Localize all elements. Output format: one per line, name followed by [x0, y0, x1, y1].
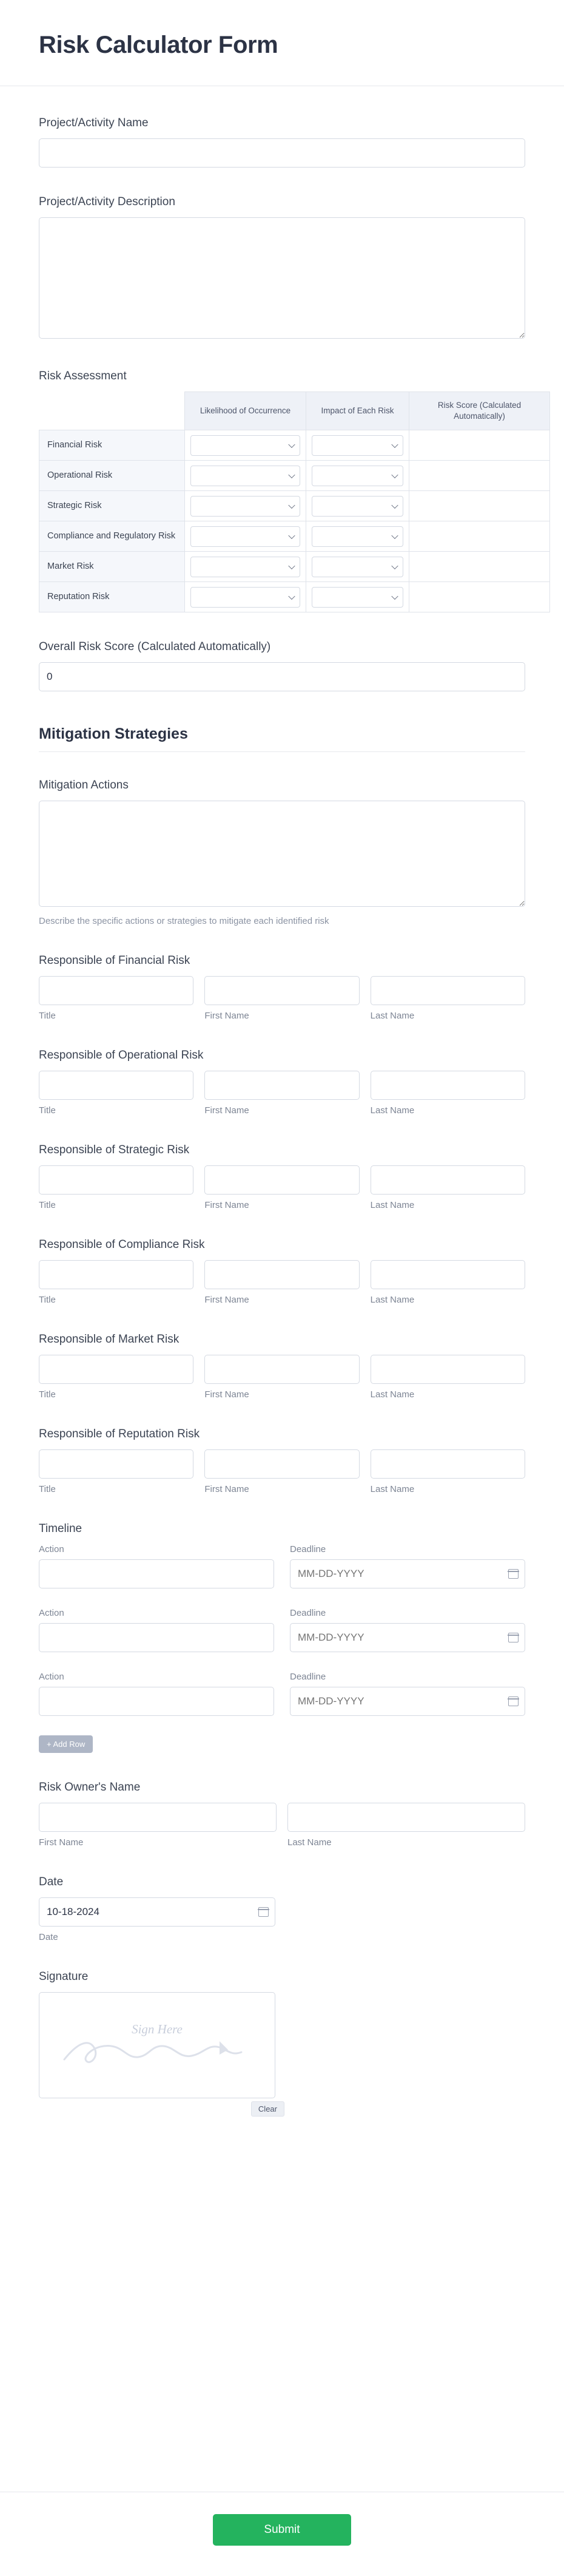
cell-impact-operational[interactable]	[306, 461, 409, 491]
responsible-operational-first-input[interactable]	[204, 1071, 359, 1100]
calendar-icon[interactable]	[508, 1633, 519, 1642]
likelihood-select-strategic[interactable]	[190, 496, 300, 517]
chevron-down-icon	[288, 593, 295, 600]
row-label-compliance-risk: Compliance and Regulatory Risk	[39, 521, 185, 552]
field-overall-risk-score	[39, 640, 525, 691]
chevron-down-icon	[288, 563, 295, 569]
sub-label-title: Title	[39, 1011, 56, 1022]
responsible-financial-title-input[interactable]	[39, 976, 193, 1005]
add-row-button[interactable]: + Add Row	[39, 1735, 93, 1753]
timeline-deadline-wrap-3	[290, 1687, 525, 1716]
responsible-reputation-last-col	[371, 1449, 525, 1494]
cell-impact-reputation[interactable]	[306, 582, 409, 612]
responsible-operational-row	[39, 1071, 525, 1116]
responsible-operational-title-input[interactable]	[39, 1071, 193, 1100]
section-mitigation-strategies	[39, 725, 525, 752]
cell-impact-financial[interactable]	[306, 430, 409, 461]
responsible-reputation-last-input[interactable]	[371, 1449, 525, 1479]
row-label-strategic-risk: Strategic Risk	[39, 491, 185, 521]
field-risk-owner-name	[39, 1781, 525, 1848]
field-responsible-operational	[39, 1049, 525, 1116]
timeline-row-1	[39, 1544, 525, 1588]
sub-label-title: Title	[39, 1200, 56, 1211]
responsible-compliance-last-col	[371, 1260, 525, 1305]
cell-score-market	[409, 552, 550, 582]
impact-select-reputation[interactable]	[312, 587, 403, 608]
risk-owner-last-input[interactable]	[287, 1803, 525, 1832]
timeline-deadline-input-1[interactable]	[290, 1559, 525, 1588]
sub-label-last-name: Last Name	[370, 1011, 415, 1022]
sub-label-first-name: First Name	[39, 1837, 84, 1848]
responsible-financial-title-col	[39, 976, 193, 1021]
responsible-operational-label: Responsible of Operational Risk	[39, 1049, 204, 1062]
timeline-row-3	[39, 1672, 525, 1716]
project-description-textarea[interactable]	[39, 217, 525, 339]
timeline-deadline-col-2	[290, 1608, 525, 1652]
impact-select-operational[interactable]	[312, 466, 403, 486]
signature-squiggle-icon	[61, 2030, 255, 2073]
cell-likelihood-financial[interactable]	[185, 430, 306, 461]
column-header-impact: Impact of Each Risk	[306, 392, 409, 430]
timeline-action-input-1[interactable]	[39, 1559, 274, 1588]
mitigation-actions-label: Mitigation Actions	[39, 779, 129, 792]
field-responsible-compliance	[39, 1238, 525, 1305]
sub-label-last-name: Last Name	[287, 1837, 332, 1848]
signature-pad[interactable]	[39, 1992, 275, 2098]
chevron-down-icon	[391, 563, 398, 569]
form-header	[0, 0, 564, 86]
date-input-wrap	[39, 1897, 275, 1927]
sub-label-date: Date	[39, 1932, 58, 1943]
responsible-strategic-title-col	[39, 1165, 193, 1210]
chevron-down-icon	[288, 532, 295, 539]
impact-select-financial[interactable]	[312, 435, 403, 456]
responsible-compliance-first-col	[204, 1260, 359, 1305]
sub-label-first-name: First Name	[204, 1105, 249, 1116]
table-row	[39, 521, 550, 552]
responsible-financial-last-input[interactable]	[371, 976, 525, 1005]
timeline-deadline-input-3[interactable]	[290, 1687, 525, 1716]
responsible-reputation-title-input[interactable]	[39, 1449, 193, 1479]
sub-label-last-name: Last Name	[370, 1389, 415, 1400]
project-name-label: Project/Activity Name	[39, 117, 149, 129]
risk-owner-last-col	[287, 1803, 525, 1848]
cell-likelihood-operational[interactable]	[185, 461, 306, 491]
risk-assessment-table	[39, 391, 550, 612]
likelihood-select-reputation[interactable]	[190, 587, 300, 608]
sub-label-title: Title	[39, 1105, 56, 1116]
responsible-financial-row	[39, 976, 525, 1021]
cell-impact-compliance[interactable]	[306, 521, 409, 552]
mitigation-actions-hint: Describe the specific actions or strategies to mitigate each identified risk	[39, 916, 329, 927]
chevron-down-icon	[391, 502, 398, 509]
chevron-down-icon	[391, 441, 398, 448]
calendar-icon[interactable]	[258, 1907, 269, 1917]
responsible-compliance-first-input[interactable]	[204, 1260, 359, 1289]
risk-owner-first-input[interactable]	[39, 1803, 277, 1832]
table-row	[39, 491, 550, 521]
table-row	[39, 552, 550, 582]
responsible-reputation-title-col	[39, 1449, 193, 1494]
field-signature	[39, 1970, 525, 2114]
cell-impact-market[interactable]	[306, 552, 409, 582]
chevron-down-icon	[288, 502, 295, 509]
chevron-down-icon	[288, 441, 295, 448]
row-label-operational-risk: Operational Risk	[39, 461, 185, 491]
responsible-operational-first-col	[204, 1071, 359, 1116]
responsible-financial-last-col	[371, 976, 525, 1021]
sub-label-title: Title	[39, 1295, 56, 1306]
responsible-compliance-title-col	[39, 1260, 193, 1305]
timeline-action-label-2: Action	[39, 1608, 64, 1619]
timeline-deadline-input-2[interactable]	[290, 1623, 525, 1652]
signature-placeholder: Sign Here	[132, 2022, 183, 2037]
timeline-action-label-3: Action	[39, 1672, 64, 1683]
table-row	[39, 582, 550, 612]
responsible-compliance-title-input[interactable]	[39, 1260, 193, 1289]
responsible-financial-first-input[interactable]	[204, 976, 359, 1005]
timeline-deadline-label-1: Deadline	[290, 1544, 326, 1555]
responsible-market-last-input[interactable]	[371, 1355, 525, 1384]
date-input[interactable]	[39, 1897, 275, 1927]
overall-risk-score-label: Overall Risk Score (Calculated Automatically)	[39, 640, 271, 654]
mitigation-actions-textarea[interactable]	[39, 801, 525, 907]
sub-label-first-name: First Name	[204, 1011, 249, 1022]
timeline-action-col-1	[39, 1544, 274, 1588]
column-header-likelihood: Likelihood of Occurrence	[185, 392, 306, 430]
responsible-strategic-row	[39, 1165, 525, 1210]
signature-wrap	[39, 1992, 277, 2114]
likelihood-select-market[interactable]	[190, 557, 300, 577]
responsible-market-title-col	[39, 1355, 193, 1400]
column-header-risk-score: Risk Score (Calculated Automatically)	[409, 392, 550, 430]
field-risk-assessment	[39, 370, 525, 612]
clear-signature-button[interactable]: Clear	[251, 2101, 284, 2117]
responsible-strategic-last-input[interactable]	[371, 1165, 525, 1195]
responsible-market-last-col	[371, 1355, 525, 1400]
chevron-down-icon	[391, 593, 398, 600]
impact-select-strategic[interactable]	[312, 496, 403, 517]
timeline-action-label-1: Action	[39, 1544, 64, 1555]
responsible-reputation-label: Responsible of Reputation Risk	[39, 1428, 200, 1441]
cell-impact-strategic[interactable]	[306, 491, 409, 521]
responsible-reputation-first-col	[204, 1449, 359, 1494]
page-title: Risk Calculator Form	[39, 32, 278, 58]
field-timeline	[39, 1522, 525, 1753]
field-responsible-financial	[39, 954, 525, 1021]
impact-select-market[interactable]	[312, 557, 403, 577]
project-name-input[interactable]	[39, 138, 525, 168]
sub-label-last-name: Last Name	[370, 1105, 415, 1116]
likelihood-select-operational[interactable]	[190, 466, 300, 486]
cell-likelihood-market[interactable]	[185, 552, 306, 582]
submit-button[interactable]: Submit	[213, 2514, 351, 2546]
sub-label-title: Title	[39, 1484, 56, 1495]
row-label-financial-risk: Financial Risk	[39, 430, 185, 461]
timeline-label: Timeline	[39, 1522, 82, 1536]
field-responsible-market	[39, 1333, 525, 1400]
risk-owner-label: Risk Owner's Name	[39, 1781, 141, 1794]
responsible-strategic-first-col	[204, 1165, 359, 1210]
sub-label-last-name: Last Name	[370, 1200, 415, 1211]
sub-label-first-name: First Name	[204, 1200, 249, 1211]
timeline-deadline-label-2: Deadline	[290, 1608, 326, 1619]
table-row	[39, 430, 550, 461]
overall-risk-score-input[interactable]	[39, 662, 525, 691]
timeline-deadline-wrap-1	[290, 1559, 525, 1588]
responsible-market-label: Responsible of Market Risk	[39, 1333, 180, 1346]
cell-score-operational	[409, 461, 550, 491]
responsible-strategic-title-input[interactable]	[39, 1165, 193, 1195]
sub-label-first-name: First Name	[204, 1295, 249, 1306]
sub-label-first-name: First Name	[204, 1389, 249, 1400]
cell-score-reputation	[409, 582, 550, 612]
timeline-action-input-3[interactable]	[39, 1687, 274, 1716]
responsible-market-title-input[interactable]	[39, 1355, 193, 1384]
responsible-operational-last-input[interactable]	[371, 1071, 525, 1100]
risk-assessment-label: Risk Assessment	[39, 370, 127, 382]
chevron-down-icon	[288, 472, 295, 478]
cell-score-financial	[409, 430, 550, 461]
form-body	[0, 86, 564, 2471]
cell-likelihood-strategic[interactable]	[185, 491, 306, 521]
field-responsible-reputation	[39, 1428, 525, 1494]
sub-label-first-name: First Name	[204, 1484, 249, 1495]
responsible-reputation-first-input[interactable]	[204, 1449, 359, 1479]
likelihood-select-financial[interactable]	[190, 435, 300, 456]
responsible-strategic-label: Responsible of Strategic Risk	[39, 1144, 190, 1157]
responsible-compliance-label: Responsible of Compliance Risk	[39, 1238, 205, 1252]
field-project-description	[39, 195, 525, 342]
responsible-strategic-last-col	[371, 1165, 525, 1210]
section-heading-mitigation: Mitigation Strategies	[39, 725, 525, 752]
table-header-row	[39, 392, 550, 430]
sub-label-last-name: Last Name	[370, 1295, 415, 1306]
calendar-icon[interactable]	[508, 1696, 519, 1706]
responsible-market-row	[39, 1355, 525, 1400]
impact-select-compliance[interactable]	[312, 526, 403, 547]
field-date	[39, 1876, 525, 1942]
chevron-down-icon	[391, 472, 398, 478]
form-footer	[0, 2492, 564, 2576]
timeline-deadline-label-3: Deadline	[290, 1672, 326, 1683]
cell-likelihood-compliance[interactable]	[185, 521, 306, 552]
table-row	[39, 461, 550, 491]
timeline-action-col-2	[39, 1608, 274, 1652]
responsible-financial-first-col	[204, 976, 359, 1021]
responsible-compliance-row	[39, 1260, 525, 1305]
timeline-row-2	[39, 1608, 525, 1652]
responsible-operational-title-col	[39, 1071, 193, 1116]
cell-score-strategic	[409, 491, 550, 521]
cell-score-compliance	[409, 521, 550, 552]
chevron-down-icon	[391, 532, 398, 539]
timeline-deadline-wrap-2	[290, 1623, 525, 1652]
sub-label-title: Title	[39, 1389, 56, 1400]
column-header-blank	[39, 392, 185, 430]
field-mitigation-actions	[39, 779, 525, 926]
responsible-compliance-last-input[interactable]	[371, 1260, 525, 1289]
signature-label: Signature	[39, 1970, 89, 1984]
row-label-reputation-risk: Reputation Risk	[39, 582, 185, 612]
timeline-deadline-col-1	[290, 1544, 525, 1588]
sub-label-last-name: Last Name	[370, 1484, 415, 1495]
timeline-action-input-2[interactable]	[39, 1623, 274, 1652]
responsible-market-first-col	[204, 1355, 359, 1400]
field-project-name	[39, 117, 525, 168]
field-responsible-strategic	[39, 1144, 525, 1210]
row-label-market-risk: Market Risk	[39, 552, 185, 582]
responsible-operational-last-col	[371, 1071, 525, 1116]
risk-owner-row	[39, 1803, 525, 1848]
timeline-deadline-col-3	[290, 1672, 525, 1716]
project-description-label: Project/Activity Description	[39, 195, 175, 208]
date-label: Date	[39, 1876, 64, 1889]
responsible-strategic-first-input[interactable]	[204, 1165, 359, 1195]
likelihood-select-compliance[interactable]	[190, 526, 300, 547]
timeline-action-col-3	[39, 1672, 274, 1716]
responsible-financial-label: Responsible of Financial Risk	[39, 954, 190, 968]
calendar-icon[interactable]	[508, 1569, 519, 1579]
risk-owner-first-col	[39, 1803, 277, 1848]
cell-likelihood-reputation[interactable]	[185, 582, 306, 612]
responsible-market-first-input[interactable]	[204, 1355, 359, 1384]
responsible-reputation-row	[39, 1449, 525, 1494]
